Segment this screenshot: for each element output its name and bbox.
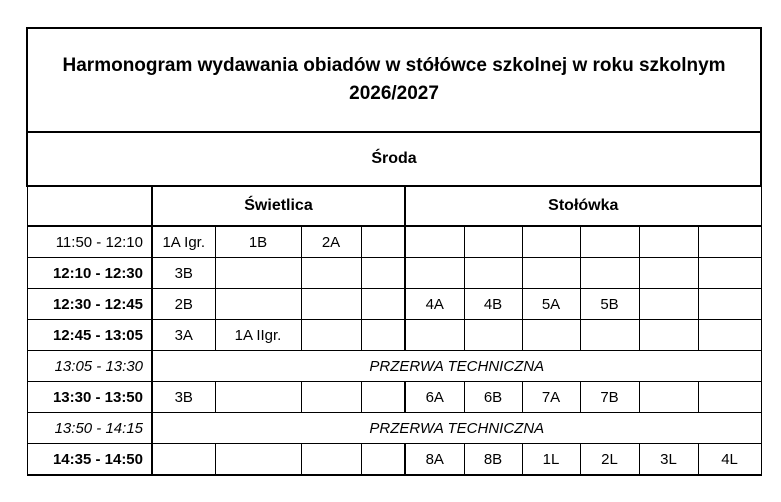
class-cell — [580, 226, 639, 258]
class-cell — [301, 444, 361, 476]
class-cell — [301, 320, 361, 351]
class-cell: 1A Igr. — [152, 226, 215, 258]
class-cell: 2A — [301, 226, 361, 258]
class-cell: 2B — [152, 289, 215, 320]
break-cell: PRZERWA TECHNICZNA — [152, 351, 761, 382]
time-slot: 12:45 - 13:05 — [27, 320, 152, 351]
class-cell — [698, 289, 761, 320]
class-cell — [580, 258, 639, 289]
day-header: Środa — [27, 132, 761, 186]
class-cell: 7A — [522, 382, 580, 413]
class-cell: 8A — [405, 444, 464, 476]
page-title: Harmonogram wydawania obiadów w stółówce szkolnej w roku szkolnym 2026/2027 — [27, 28, 761, 132]
table-row — [27, 382, 761, 413]
class-cell — [639, 382, 698, 413]
table-row — [27, 289, 761, 320]
class-cell: 5B — [580, 289, 639, 320]
class-cell — [698, 320, 761, 351]
class-cell — [639, 289, 698, 320]
class-cell — [361, 226, 405, 258]
group-header-swietlica: Świetlica — [152, 186, 405, 226]
class-cell — [361, 289, 405, 320]
class-cell — [301, 258, 361, 289]
time-slot: 12:30 - 12:45 — [27, 289, 152, 320]
class-cell — [639, 258, 698, 289]
time-slot: 11:50 - 12:10 — [27, 226, 152, 258]
class-cell — [215, 289, 301, 320]
class-cell — [215, 444, 301, 476]
class-cell — [698, 258, 761, 289]
class-cell: 4A — [405, 289, 464, 320]
class-cell — [301, 382, 361, 413]
class-cell — [301, 289, 361, 320]
class-cell — [361, 444, 405, 476]
class-cell: 1A IIgr. — [215, 320, 301, 351]
table-row — [27, 413, 761, 444]
schedule-sheet — [26, 27, 760, 476]
time-slot: 12:10 - 12:30 — [27, 258, 152, 289]
table-row — [27, 444, 761, 476]
time-slot: 14:35 - 14:50 — [27, 444, 152, 476]
class-cell: 4L — [698, 444, 761, 476]
class-cell: 3A — [152, 320, 215, 351]
class-cell — [464, 258, 522, 289]
class-cell — [215, 258, 301, 289]
class-cell — [464, 226, 522, 258]
class-cell — [361, 258, 405, 289]
table-row — [27, 320, 761, 351]
class-cell: 3B — [152, 258, 215, 289]
class-cell: 7B — [580, 382, 639, 413]
class-cell: 4B — [464, 289, 522, 320]
class-cell — [522, 258, 580, 289]
group-header-stolowka: Stołówka — [405, 186, 761, 226]
class-cell: 3L — [639, 444, 698, 476]
class-cell — [522, 320, 580, 351]
class-cell: 6B — [464, 382, 522, 413]
class-cell — [639, 320, 698, 351]
time-slot: 13:05 - 13:30 — [27, 351, 152, 382]
class-cell: 5A — [522, 289, 580, 320]
class-cell — [580, 320, 639, 351]
time-slot: 13:50 - 14:15 — [27, 413, 152, 444]
schedule-table — [26, 27, 762, 476]
table-row — [27, 351, 761, 382]
class-cell: 1L — [522, 444, 580, 476]
class-cell: 6A — [405, 382, 464, 413]
class-cell — [639, 226, 698, 258]
time-column-header — [27, 186, 152, 226]
class-cell — [215, 382, 301, 413]
class-cell — [405, 258, 464, 289]
time-slot: 13:30 - 13:50 — [27, 382, 152, 413]
class-cell — [405, 226, 464, 258]
class-cell — [698, 226, 761, 258]
class-cell — [464, 320, 522, 351]
class-cell: 2L — [580, 444, 639, 476]
table-row — [27, 226, 761, 258]
class-cell: 1B — [215, 226, 301, 258]
break-cell: PRZERWA TECHNICZNA — [152, 413, 761, 444]
class-cell — [405, 320, 464, 351]
class-cell — [698, 382, 761, 413]
class-cell — [522, 226, 580, 258]
class-cell: 8B — [464, 444, 522, 476]
class-cell — [361, 320, 405, 351]
class-cell — [152, 444, 215, 476]
table-row — [27, 258, 761, 289]
class-cell — [361, 382, 405, 413]
class-cell: 3B — [152, 382, 215, 413]
